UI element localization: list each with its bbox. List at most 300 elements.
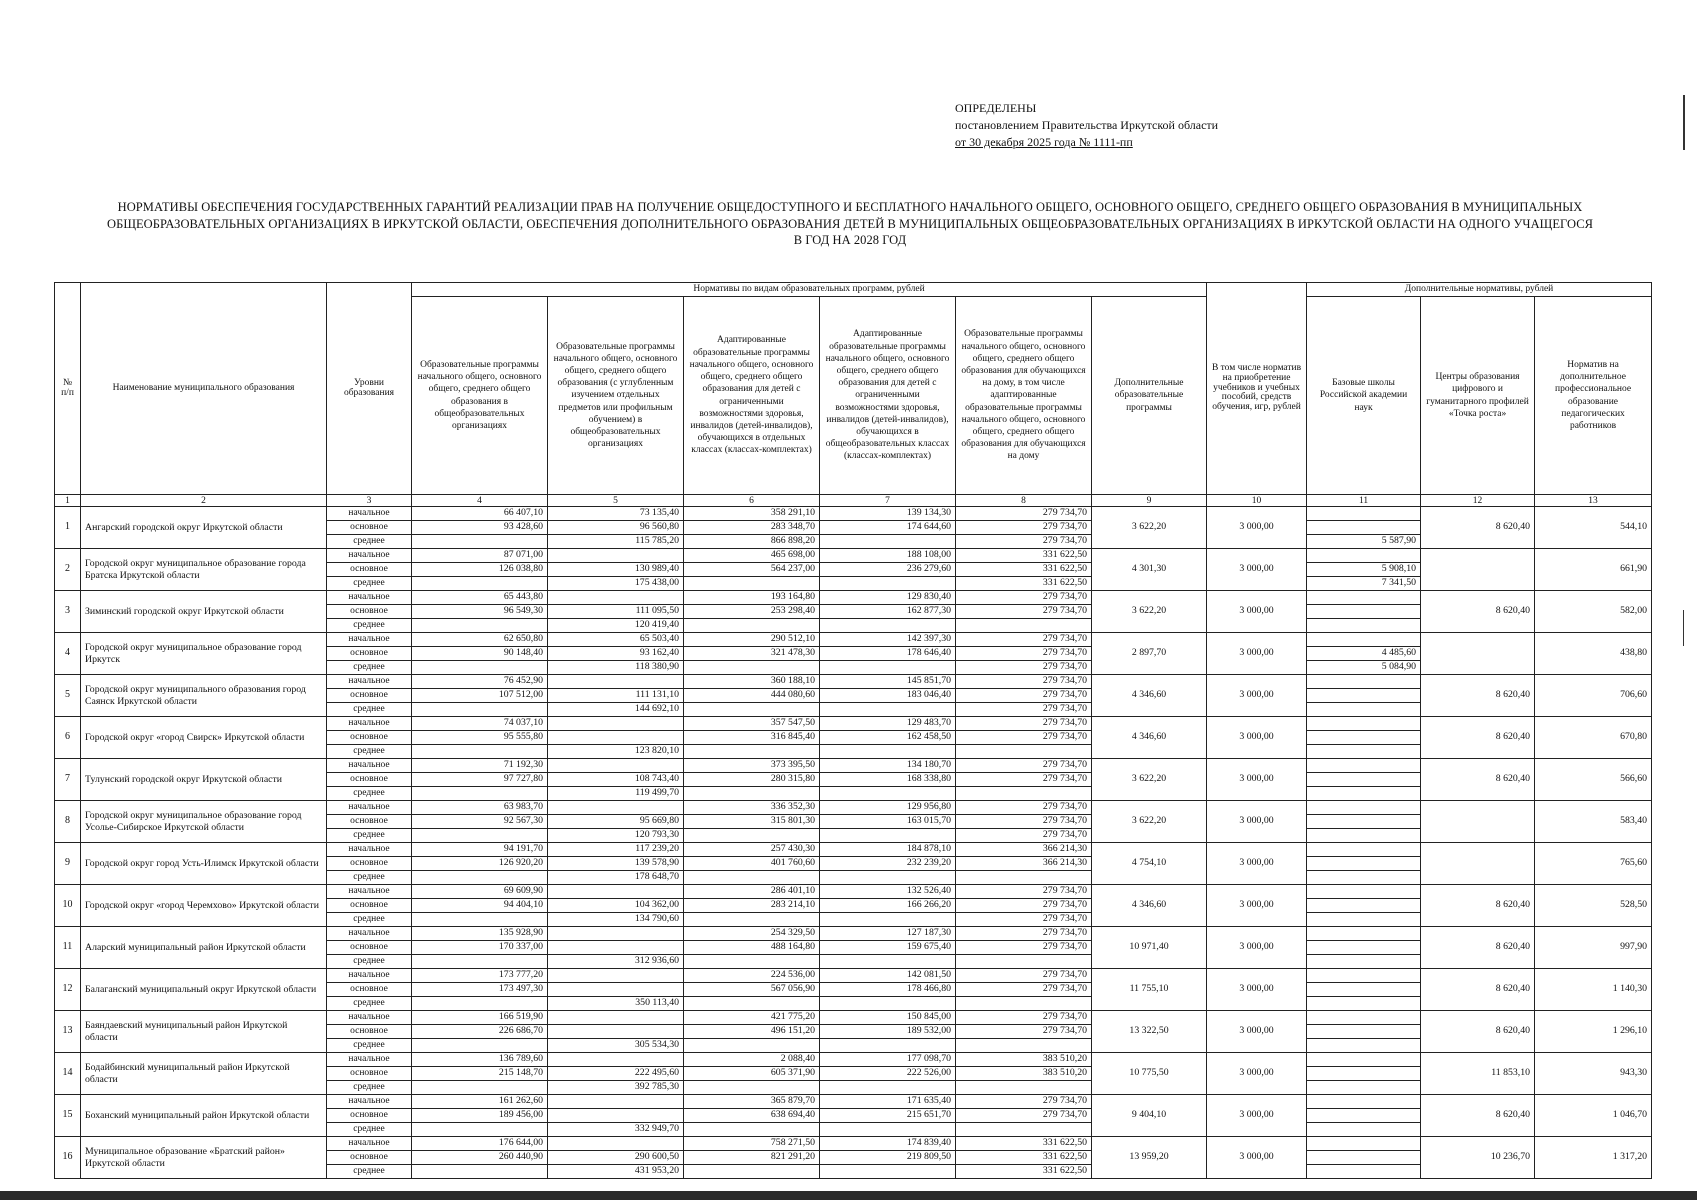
- municipality-name: Городской округ муниципальное образование город Усолье-Сибирское Иркутской области: [81, 801, 327, 843]
- table-body: [55, 507, 1652, 1179]
- value-cell: 279 734,70: [956, 983, 1092, 997]
- value-cell: 383 510,20: [956, 1067, 1092, 1081]
- value-cell: [956, 1123, 1092, 1137]
- academy-school-value: [1307, 941, 1421, 955]
- municipality-name: Аларский муниципальный район Иркутской области: [81, 927, 327, 969]
- table-row: [55, 507, 1652, 521]
- row-number: 15: [55, 1095, 81, 1137]
- value-cell: 286 401,10: [684, 885, 820, 899]
- value-cell: [820, 871, 956, 885]
- value-cell: [684, 1081, 820, 1095]
- textbooks-value: 3 000,00: [1207, 927, 1307, 969]
- academy-school-value: [1307, 633, 1421, 647]
- teacher-training-value: 438,80: [1535, 633, 1652, 675]
- value-cell: 279 734,70: [956, 969, 1092, 983]
- value-cell: [956, 619, 1092, 633]
- teacher-training-value: 1 140,30: [1535, 969, 1652, 1011]
- teacher-training-value: 943,30: [1535, 1053, 1652, 1095]
- row-number: 4: [55, 633, 81, 675]
- growth-point-value: 8 620,40: [1421, 759, 1535, 801]
- additional-programs-value: 3 622,20: [1092, 507, 1207, 549]
- value-cell: 215 148,70: [412, 1067, 548, 1081]
- row-number: 11: [55, 927, 81, 969]
- value-cell: 431 953,20: [548, 1165, 684, 1179]
- education-level: основное: [327, 647, 412, 661]
- value-cell: 174 644,60: [820, 521, 956, 535]
- textbooks-value: 3 000,00: [1207, 801, 1307, 843]
- table-row: [55, 885, 1652, 899]
- table-row: [55, 633, 1652, 647]
- additional-programs-value: 2 897,70: [1092, 633, 1207, 675]
- growth-point-value: 8 620,40: [1421, 1011, 1535, 1053]
- value-cell: 63 983,70: [412, 801, 548, 815]
- value-cell: 87 071,00: [412, 549, 548, 563]
- value-cell: 123 820,10: [548, 745, 684, 759]
- header-c4: Образовательные программы начального общего, основного общего, среднего общего образования в общеобразовательных организациях: [412, 297, 548, 495]
- value-cell: 465 698,00: [684, 549, 820, 563]
- education-level: среднее: [327, 619, 412, 633]
- academy-school-value: [1307, 773, 1421, 787]
- value-cell: [548, 759, 684, 773]
- textbooks-value: 3 000,00: [1207, 1095, 1307, 1137]
- table-row: [55, 1053, 1652, 1067]
- growth-point-value: 8 620,40: [1421, 717, 1535, 759]
- row-number: 5: [55, 675, 81, 717]
- value-cell: [820, 829, 956, 843]
- value-cell: [548, 969, 684, 983]
- column-number: 10: [1207, 495, 1307, 507]
- additional-programs-value: 3 622,20: [1092, 801, 1207, 843]
- value-cell: [956, 787, 1092, 801]
- value-cell: 357 547,50: [684, 717, 820, 731]
- value-cell: 226 686,70: [412, 1025, 548, 1039]
- academy-school-value: [1307, 619, 1421, 633]
- academy-school-value: [1307, 1053, 1421, 1067]
- municipality-name: Боханский муниципальный район Иркутской области: [81, 1095, 327, 1137]
- value-cell: 95 555,80: [412, 731, 548, 745]
- value-cell: 174 839,40: [820, 1137, 956, 1151]
- value-cell: [412, 871, 548, 885]
- value-cell: [956, 1039, 1092, 1053]
- value-cell: 253 298,40: [684, 605, 820, 619]
- table-row: [55, 717, 1652, 731]
- value-cell: 73 135,40: [548, 507, 684, 521]
- additional-programs-value: 10 971,40: [1092, 927, 1207, 969]
- education-level: основное: [327, 1067, 412, 1081]
- value-cell: 401 760,60: [684, 857, 820, 871]
- value-cell: 175 438,00: [548, 577, 684, 591]
- value-cell: 638 694,40: [684, 1109, 820, 1123]
- textbooks-value: 3 000,00: [1207, 1011, 1307, 1053]
- academy-school-value: [1307, 885, 1421, 899]
- value-cell: [548, 1025, 684, 1039]
- header-c6: Адаптированные образовательные программы начального общего, основного общего, среднего общего образования для детей с ограниченными возможностями здоровья, инвалидов (детей-инвалидов), обучающихся в отдельных классах (классах-комплектах): [684, 297, 820, 495]
- value-cell: 97 727,80: [412, 773, 548, 787]
- textbooks-value: 3 000,00: [1207, 717, 1307, 759]
- academy-school-value: [1307, 745, 1421, 759]
- value-cell: 444 080,60: [684, 689, 820, 703]
- column-number: 13: [1535, 495, 1652, 507]
- value-cell: 171 635,40: [820, 1095, 956, 1109]
- value-cell: 120 793,30: [548, 829, 684, 843]
- value-cell: 315 801,30: [684, 815, 820, 829]
- value-cell: 193 164,80: [684, 591, 820, 605]
- header-name: Наименование муниципального образования: [81, 283, 327, 495]
- teacher-training-value: 1 317,20: [1535, 1137, 1652, 1179]
- value-cell: 94 404,10: [412, 899, 548, 913]
- value-cell: 279 734,70: [956, 675, 1092, 689]
- value-cell: [820, 577, 956, 591]
- header-c12: Центры образования цифрового и гуманитарного профилей «Точка роста»: [1421, 297, 1535, 495]
- value-cell: 316 845,40: [684, 731, 820, 745]
- academy-school-value: [1307, 703, 1421, 717]
- value-cell: [548, 591, 684, 605]
- value-cell: 163 015,70: [820, 815, 956, 829]
- value-cell: 95 669,80: [548, 815, 684, 829]
- education-level: среднее: [327, 913, 412, 927]
- value-cell: [412, 535, 548, 549]
- academy-school-value: [1307, 843, 1421, 857]
- value-cell: 183 046,40: [820, 689, 956, 703]
- value-cell: 279 734,70: [956, 647, 1092, 661]
- value-cell: [412, 1123, 548, 1137]
- value-cell: [548, 1109, 684, 1123]
- teacher-training-value: 1 296,10: [1535, 1011, 1652, 1053]
- teacher-training-value: 528,50: [1535, 885, 1652, 927]
- education-level: начальное: [327, 1053, 412, 1067]
- growth-point-value: 10 236,70: [1421, 1137, 1535, 1179]
- approval-date: от 30 декабря 2025 года № 1111-пп: [955, 135, 1133, 149]
- value-cell: [412, 787, 548, 801]
- column-number: 1: [55, 495, 81, 507]
- value-cell: 567 056,90: [684, 983, 820, 997]
- additional-programs-value: 13 322,50: [1092, 1011, 1207, 1053]
- academy-school-value: [1307, 801, 1421, 815]
- value-cell: [820, 619, 956, 633]
- municipality-name: Зиминский городской округ Иркутской области: [81, 591, 327, 633]
- education-level: начальное: [327, 549, 412, 563]
- value-cell: 605 371,90: [684, 1067, 820, 1081]
- table-row: [55, 591, 1652, 605]
- academy-school-value: [1307, 815, 1421, 829]
- value-cell: [412, 1081, 548, 1095]
- education-level: среднее: [327, 955, 412, 969]
- value-cell: 111 095,50: [548, 605, 684, 619]
- academy-school-value: [1307, 1039, 1421, 1053]
- education-level: начальное: [327, 633, 412, 647]
- education-level: основное: [327, 941, 412, 955]
- value-cell: [412, 955, 548, 969]
- value-cell: 129 830,40: [820, 591, 956, 605]
- academy-school-value: [1307, 927, 1421, 941]
- value-cell: 305 534,30: [548, 1039, 684, 1053]
- value-cell: 118 380,90: [548, 661, 684, 675]
- value-cell: [412, 1165, 548, 1179]
- value-cell: [412, 619, 548, 633]
- academy-school-value: [1307, 913, 1421, 927]
- value-cell: 96 549,30: [412, 605, 548, 619]
- academy-school-value: 5 587,90: [1307, 535, 1421, 549]
- education-level: среднее: [327, 1165, 412, 1179]
- column-number: 12: [1421, 495, 1535, 507]
- value-cell: 119 499,70: [548, 787, 684, 801]
- value-cell: 117 239,20: [548, 843, 684, 857]
- value-cell: 350 113,40: [548, 997, 684, 1011]
- row-number: 16: [55, 1137, 81, 1179]
- additional-programs-value: 9 404,10: [1092, 1095, 1207, 1137]
- value-cell: [684, 577, 820, 591]
- value-cell: [820, 703, 956, 717]
- education-level: начальное: [327, 969, 412, 983]
- value-cell: 358 291,10: [684, 507, 820, 521]
- value-cell: [684, 661, 820, 675]
- value-cell: 331 622,50: [956, 1137, 1092, 1151]
- teacher-training-value: 765,60: [1535, 843, 1652, 885]
- additional-programs-value: 4 754,10: [1092, 843, 1207, 885]
- textbooks-value: 3 000,00: [1207, 591, 1307, 633]
- value-cell: 184 878,10: [820, 843, 956, 857]
- value-cell: [820, 955, 956, 969]
- academy-school-value: [1307, 983, 1421, 997]
- academy-school-value: 7 341,50: [1307, 577, 1421, 591]
- education-level: основное: [327, 857, 412, 871]
- value-cell: 90 148,40: [412, 647, 548, 661]
- value-cell: 2 088,40: [684, 1053, 820, 1067]
- value-cell: 279 734,70: [956, 535, 1092, 549]
- value-cell: 758 271,50: [684, 1137, 820, 1151]
- value-cell: 279 734,70: [956, 759, 1092, 773]
- value-cell: 360 188,10: [684, 675, 820, 689]
- value-cell: 366 214,30: [956, 857, 1092, 871]
- approval-stamp: [955, 100, 1218, 151]
- value-cell: [684, 1123, 820, 1137]
- row-number: 13: [55, 1011, 81, 1053]
- value-cell: 134 790,60: [548, 913, 684, 927]
- document-title: [40, 199, 1660, 249]
- scan-edge-mark: [1683, 610, 1684, 646]
- value-cell: 222 526,00: [820, 1067, 956, 1081]
- value-cell: 331 622,50: [956, 563, 1092, 577]
- value-cell: 224 536,00: [684, 969, 820, 983]
- value-cell: 283 214,10: [684, 899, 820, 913]
- value-cell: 142 397,30: [820, 633, 956, 647]
- header-c7: Адаптированные образовательные программы начального общего, основного общего, среднего общего образования для детей с ограниченными возможностями здоровья, инвалидов (детей-инвалидов), обучающихся в общеобразовательных классах (классах-комплектах): [820, 297, 956, 495]
- value-cell: [684, 871, 820, 885]
- academy-school-value: [1307, 605, 1421, 619]
- value-cell: 177 098,70: [820, 1053, 956, 1067]
- additional-programs-value: 10 775,50: [1092, 1053, 1207, 1095]
- value-cell: 166 266,20: [820, 899, 956, 913]
- value-cell: 331 622,50: [956, 1151, 1092, 1165]
- education-level: начальное: [327, 1137, 412, 1151]
- academy-school-value: [1307, 857, 1421, 871]
- value-cell: 161 262,60: [412, 1095, 548, 1109]
- value-cell: 108 743,40: [548, 773, 684, 787]
- value-cell: 162 877,30: [820, 605, 956, 619]
- value-cell: 62 650,80: [412, 633, 548, 647]
- value-cell: [684, 619, 820, 633]
- row-number: 7: [55, 759, 81, 801]
- additional-programs-value: 4 346,60: [1092, 885, 1207, 927]
- textbooks-value: 3 000,00: [1207, 759, 1307, 801]
- value-cell: [684, 829, 820, 843]
- value-cell: [548, 731, 684, 745]
- growth-point-value: 8 620,40: [1421, 507, 1535, 549]
- academy-school-value: 4 485,60: [1307, 647, 1421, 661]
- table-row: [55, 1011, 1652, 1025]
- value-cell: [412, 577, 548, 591]
- row-number: 8: [55, 801, 81, 843]
- education-level: начальное: [327, 591, 412, 605]
- value-cell: [412, 829, 548, 843]
- growth-point-value: 8 620,40: [1421, 591, 1535, 633]
- additional-programs-value: 3 622,20: [1092, 591, 1207, 633]
- value-cell: 104 362,00: [548, 899, 684, 913]
- value-cell: 283 348,70: [684, 521, 820, 535]
- value-cell: [412, 997, 548, 1011]
- value-cell: 129 956,80: [820, 801, 956, 815]
- value-cell: 290 600,50: [548, 1151, 684, 1165]
- value-cell: 279 734,70: [956, 731, 1092, 745]
- value-cell: 373 395,50: [684, 759, 820, 773]
- academy-school-value: [1307, 759, 1421, 773]
- growth-point-value: 8 620,40: [1421, 1095, 1535, 1137]
- value-cell: 222 495,60: [548, 1067, 684, 1081]
- education-level: среднее: [327, 997, 412, 1011]
- value-cell: [412, 913, 548, 927]
- value-cell: [548, 1095, 684, 1109]
- textbooks-value: 3 000,00: [1207, 843, 1307, 885]
- value-cell: 115 785,20: [548, 535, 684, 549]
- academy-school-value: [1307, 591, 1421, 605]
- academy-school-value: 5 908,10: [1307, 563, 1421, 577]
- value-cell: [820, 661, 956, 675]
- academy-school-value: [1307, 871, 1421, 885]
- growth-point-value: 8 620,40: [1421, 885, 1535, 927]
- value-cell: 94 191,70: [412, 843, 548, 857]
- header-c5: Образовательные программы начального общего, основного общего, среднего общего образования (с углубленным изучением отдельных предметов или профильным обучением) в общеобразовательных организациях: [548, 297, 684, 495]
- value-cell: [548, 927, 684, 941]
- value-cell: 260 440,90: [412, 1151, 548, 1165]
- value-cell: [548, 1137, 684, 1151]
- value-cell: [548, 1053, 684, 1067]
- education-level: начальное: [327, 1095, 412, 1109]
- academy-school-value: [1307, 1067, 1421, 1081]
- academy-school-value: [1307, 955, 1421, 969]
- value-cell: [956, 1081, 1092, 1095]
- row-number: 10: [55, 885, 81, 927]
- value-cell: 69 609,90: [412, 885, 548, 899]
- academy-school-value: [1307, 717, 1421, 731]
- textbooks-value: 3 000,00: [1207, 633, 1307, 675]
- value-cell: [412, 703, 548, 717]
- value-cell: 279 734,70: [956, 703, 1092, 717]
- value-cell: 279 734,70: [956, 801, 1092, 815]
- value-cell: 331 622,50: [956, 549, 1092, 563]
- value-cell: [548, 885, 684, 899]
- textbooks-value: 3 000,00: [1207, 885, 1307, 927]
- value-cell: 279 734,70: [956, 815, 1092, 829]
- value-cell: 107 512,00: [412, 689, 548, 703]
- value-cell: 257 430,30: [684, 843, 820, 857]
- value-cell: 821 291,20: [684, 1151, 820, 1165]
- column-number-row: [55, 495, 1652, 507]
- row-number: 2: [55, 549, 81, 591]
- academy-school-value: [1307, 1137, 1421, 1151]
- value-cell: 130 989,40: [548, 563, 684, 577]
- municipality-name: Городской округ муниципальное образование города Братска Иркутской области: [81, 549, 327, 591]
- row-number: 14: [55, 1053, 81, 1095]
- value-cell: 312 936,60: [548, 955, 684, 969]
- education-level: основное: [327, 689, 412, 703]
- education-level: основное: [327, 815, 412, 829]
- education-level: основное: [327, 521, 412, 535]
- value-cell: [684, 787, 820, 801]
- column-number: 3: [327, 495, 412, 507]
- value-cell: 866 898,20: [684, 535, 820, 549]
- value-cell: 321 478,30: [684, 647, 820, 661]
- value-cell: [684, 745, 820, 759]
- growth-point-value: [1421, 549, 1535, 591]
- growth-point-value: [1421, 633, 1535, 675]
- approval-title: ОПРЕДЕЛЕНЫ: [955, 101, 1037, 115]
- value-cell: 142 081,50: [820, 969, 956, 983]
- value-cell: 488 164,80: [684, 941, 820, 955]
- additional-programs-value: 4 301,30: [1092, 549, 1207, 591]
- value-cell: [820, 787, 956, 801]
- value-cell: 127 187,30: [820, 927, 956, 941]
- value-cell: 280 315,80: [684, 773, 820, 787]
- document-title-line-3: В ГОД НА 2028 ГОД: [793, 233, 907, 247]
- municipality-name: Тулунский городской округ Иркутской области: [81, 759, 327, 801]
- value-cell: 134 180,70: [820, 759, 956, 773]
- value-cell: 65 503,40: [548, 633, 684, 647]
- header-level: Уровни образования: [327, 283, 412, 495]
- additional-programs-value: 11 755,10: [1092, 969, 1207, 1011]
- academy-school-value: [1307, 689, 1421, 703]
- value-cell: [956, 745, 1092, 759]
- municipality-name: Бодайбинский муниципальный район Иркутской области: [81, 1053, 327, 1095]
- table-row: [55, 927, 1652, 941]
- value-cell: [548, 801, 684, 815]
- value-cell: 71 192,30: [412, 759, 548, 773]
- table-row: [55, 1095, 1652, 1109]
- column-number: 6: [684, 495, 820, 507]
- value-cell: 74 037,10: [412, 717, 548, 731]
- growth-point-value: [1421, 801, 1535, 843]
- academy-school-value: [1307, 1151, 1421, 1165]
- row-number: 12: [55, 969, 81, 1011]
- value-cell: 96 560,80: [548, 521, 684, 535]
- column-number: 9: [1092, 495, 1207, 507]
- header-num: № п/п: [55, 283, 81, 495]
- value-cell: [820, 1081, 956, 1095]
- value-cell: 178 466,80: [820, 983, 956, 997]
- value-cell: [956, 997, 1092, 1011]
- value-cell: 159 675,40: [820, 941, 956, 955]
- document-title-line-2: ОБЩЕОБРАЗОВАТЕЛЬНЫХ ОРГАНИЗАЦИЯХ В ИРКУТСКОЙ ОБЛАСТИ, ОБЕСПЕЧЕНИЯ ДОПОЛНИТЕЛЬНОГО ОБРАЗОВАНИЯ ДЕТЕЙ В МУНИЦИПАЛЬНЫХ ОБЩЕОБРАЗОВАТЕЛЬНЫХ ОРГАНИЗАЦИЯХ В ИРКУТСКОЙ ОБЛАСТИ НА ОДНОГО УЧАЩЕГОСЯ: [107, 216, 1593, 231]
- header-group-additional: Дополнительные нормативы, рублей: [1307, 283, 1652, 297]
- table-row: [55, 549, 1652, 563]
- municipality-name: Балаганский муниципальный округ Иркутской области: [81, 969, 327, 1011]
- value-cell: [684, 955, 820, 969]
- value-cell: 219 809,50: [820, 1151, 956, 1165]
- value-cell: 279 734,70: [956, 941, 1092, 955]
- value-cell: [684, 997, 820, 1011]
- value-cell: 254 329,50: [684, 927, 820, 941]
- column-number: 7: [820, 495, 956, 507]
- header-c11: Базовые школы Российской академии наук: [1307, 297, 1421, 495]
